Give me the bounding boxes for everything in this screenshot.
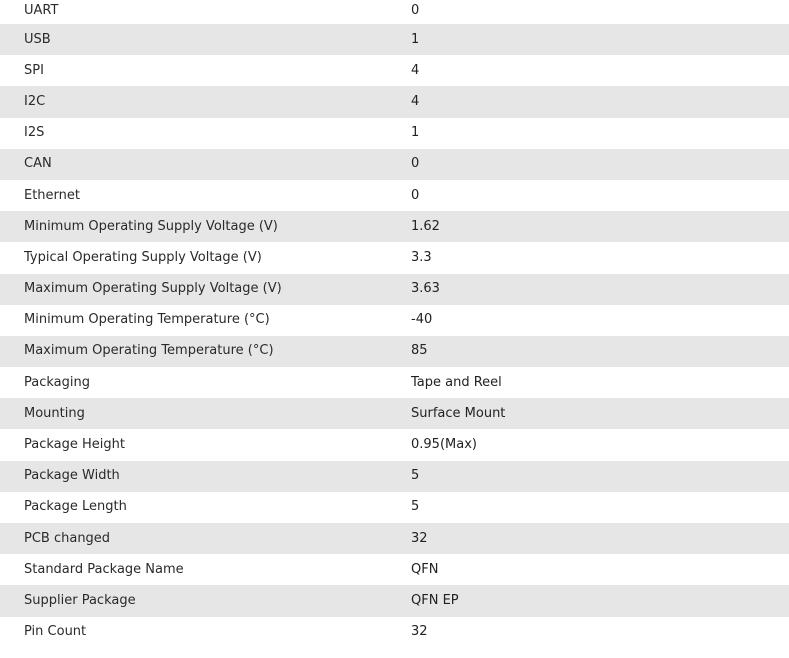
spec-label: Ethernet <box>24 187 80 203</box>
spec-value: -40 <box>411 312 433 328</box>
spec-value: QFN <box>411 561 439 577</box>
spec-label: I2C <box>24 93 46 109</box>
table-row <box>0 118 789 149</box>
spec-label: CAN <box>24 156 52 172</box>
spec-value: Tape and Reel <box>411 374 502 390</box>
table-row <box>0 492 789 523</box>
table-row <box>0 305 789 336</box>
table-row <box>0 24 789 55</box>
table-row <box>0 149 789 180</box>
table-row <box>0 336 789 367</box>
spec-label: SPI <box>24 62 44 78</box>
table-row <box>0 180 789 211</box>
table-row <box>0 242 789 273</box>
table-row <box>0 554 789 585</box>
table-row <box>0 274 789 305</box>
spec-value: 32 <box>411 624 428 640</box>
table-row <box>0 367 789 398</box>
spec-label: Typical Operating Supply Voltage (V) <box>24 249 262 265</box>
spec-label: Package Width <box>24 468 120 484</box>
spec-value: 0 <box>411 187 420 203</box>
table-row <box>0 211 789 242</box>
spec-value: Surface Mount <box>411 405 506 421</box>
spec-value: 1.62 <box>411 218 440 234</box>
spec-label: Package Height <box>24 437 125 453</box>
spec-label: Standard Package Name <box>24 561 184 577</box>
table-row <box>0 55 789 86</box>
spec-value: 5 <box>411 468 420 484</box>
spec-label: Pin Count <box>24 624 87 640</box>
table-row <box>0 398 789 429</box>
table-row <box>0 429 789 460</box>
spec-label: Maximum Operating Temperature (°C) <box>24 343 274 359</box>
spec-value: 1 <box>411 31 420 47</box>
spec-value: 3.3 <box>411 249 432 265</box>
spec-label: Packaging <box>24 374 90 390</box>
table-row <box>0 0 789 24</box>
spec-value: 5 <box>411 499 420 515</box>
spec-value: 0 <box>411 3 420 18</box>
spec-label: Package Length <box>24 499 127 515</box>
spec-label: Minimum Operating Temperature (°C) <box>24 312 270 328</box>
spec-value: 3.63 <box>411 281 440 297</box>
spec-value: 4 <box>411 62 420 78</box>
spec-value: 85 <box>411 343 428 359</box>
spec-value: 4 <box>411 93 420 109</box>
table-row <box>0 523 789 554</box>
table-row <box>0 86 789 117</box>
spec-label: Mounting <box>24 405 85 421</box>
table-row <box>0 585 789 616</box>
table-row <box>0 617 789 648</box>
spec-label: I2S <box>24 125 45 141</box>
spec-label: Supplier Package <box>24 592 136 608</box>
spec-value: 0.95(Max) <box>411 437 477 453</box>
spec-value: 0 <box>411 156 420 172</box>
table-row <box>0 461 789 492</box>
spec-label: USB <box>24 31 51 47</box>
spec-value: QFN EP <box>411 592 459 608</box>
spec-value: 1 <box>411 125 420 141</box>
spec-label: Maximum Operating Supply Voltage (V) <box>24 281 282 297</box>
spec-value: 32 <box>411 530 428 546</box>
spec-label: Minimum Operating Supply Voltage (V) <box>24 218 278 234</box>
spec-label: UART <box>24 3 59 18</box>
spec-label: PCB changed <box>24 530 111 546</box>
